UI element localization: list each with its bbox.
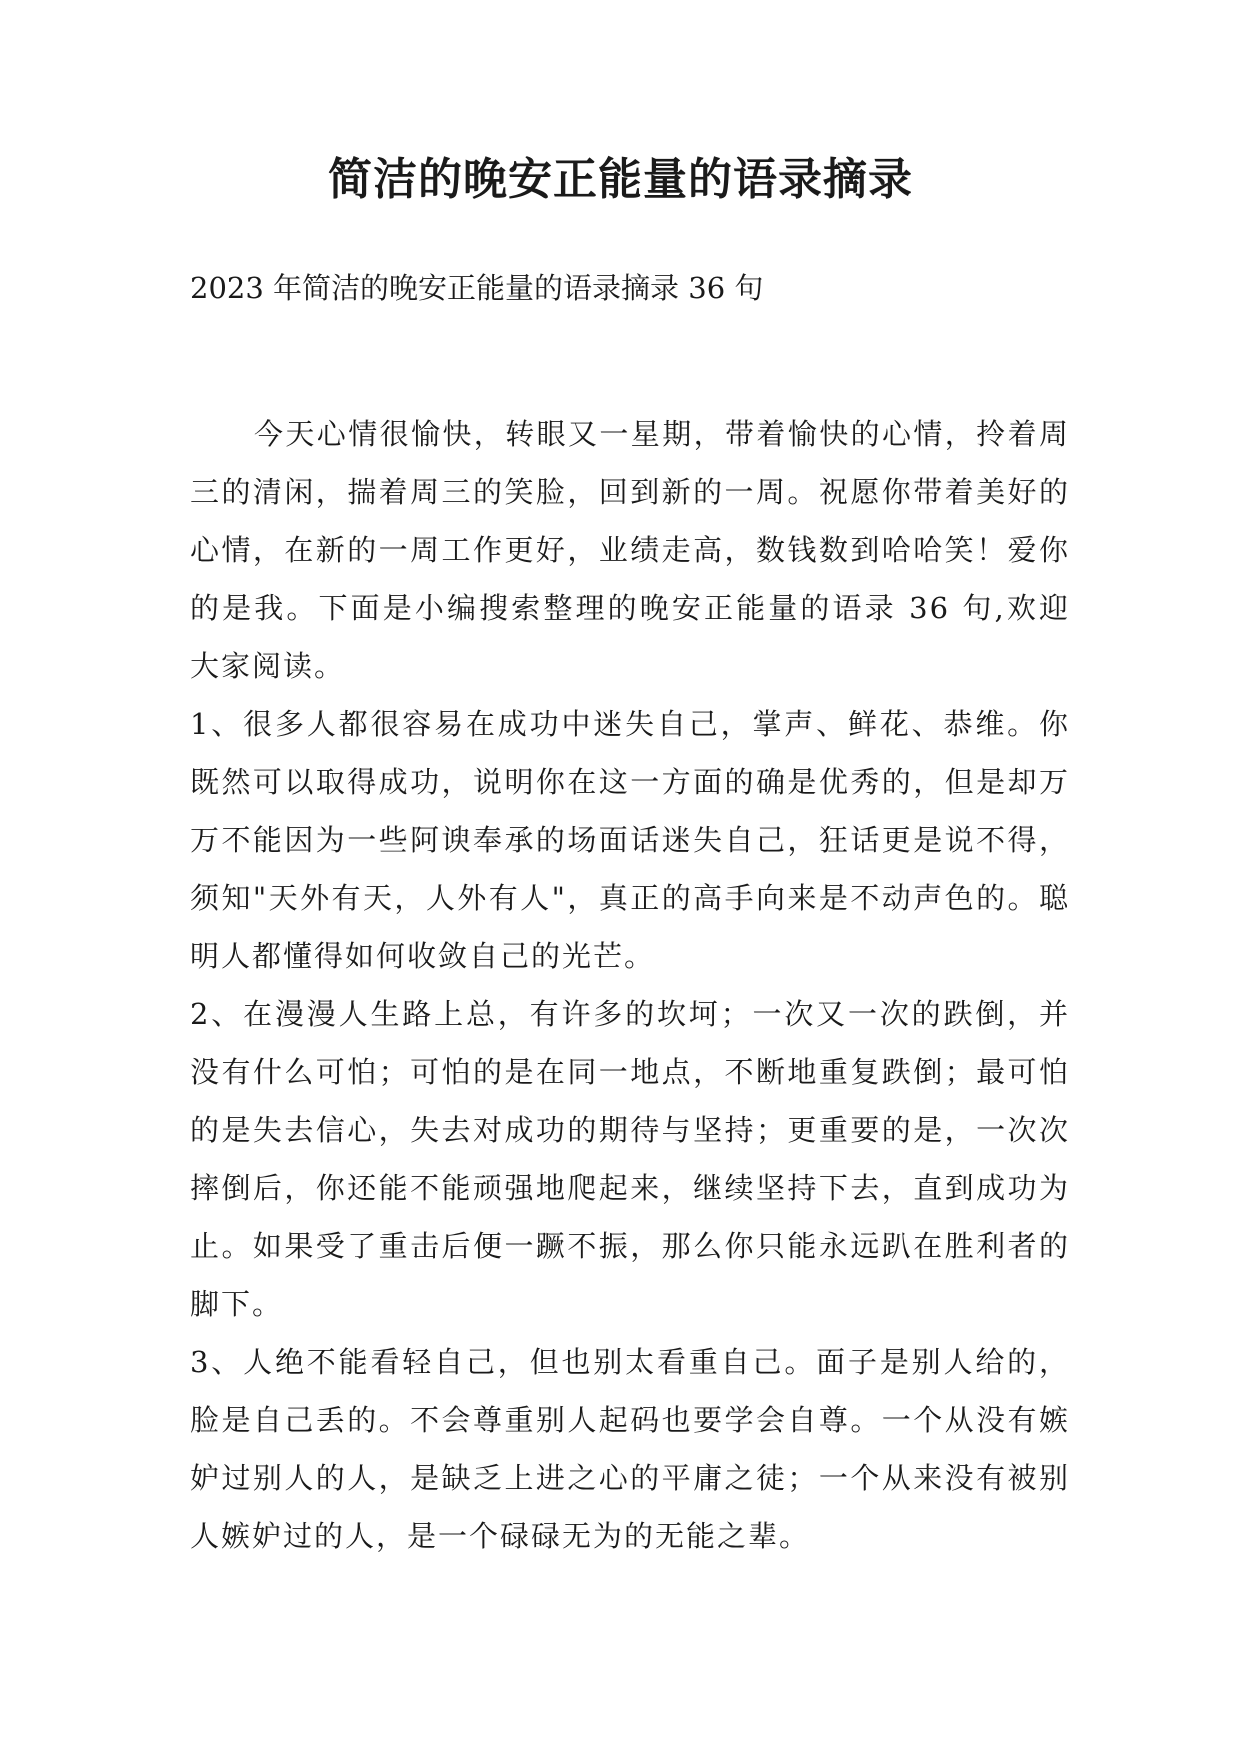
intro-paragraph: 今天心情很愉快，转眼又一星期，带着愉快的心情，拎着周三的清闲，揣着周三的笑脸，回到新的一周。祝愿你带着美好的心情，在新的一周工作更好，业绩走高，数钱数到哈哈笑！爱你的是我。下面是小编搜索整理的晚安正能量的语录 36 句,欢迎大家阅读。 [190,417,1070,683]
document-body [190,405,1070,1565]
document-subtitle: 2023 年简洁的晚安正能量的语录摘录 36 句 [190,271,764,305]
quote-paragraph-1: 1、很多人都很容易在成功中迷失自己，掌声、鲜花、恭维。你既然可以取得成功，说明你在这一方面的确是优秀的，但是却万万不能因为一些阿谀奉承的场面话迷失自己，狂话更是说不得，须知"天外有天，人外有人"，真正的高手向来是不动声色的。聪明人都懂得如何收敛自己的光芒。 [190,707,1070,973]
quote-paragraph-3: 3、人绝不能看轻自己，但也别太看重自己。面子是别人给的，脸是自己丢的。不会尊重别人起码也要学会自尊。一个从没有嫉妒过别人的人，是缺乏上进之心的平庸之徒；一个从来没有被别人嫉妒过的人，是一个碌碌无为的无能之辈。 [190,1345,1070,1553]
document-title: 简洁的晚安正能量的语录摘录 [328,154,913,205]
quote-paragraph-2: 2、在漫漫人生路上总，有许多的坎坷；一次又一次的跌倒，并没有什么可怕；可怕的是在同一地点，不断地重复跌倒；最可怕的是失去信心，失去对成功的期待与坚持；更重要的是，一次次摔倒后，你还能不能顽强地爬起来，继续坚持下去，直到成功为止。如果受了重击后便一蹶不振，那么你只能永远趴在胜利者的脚下。 [190,997,1070,1321]
